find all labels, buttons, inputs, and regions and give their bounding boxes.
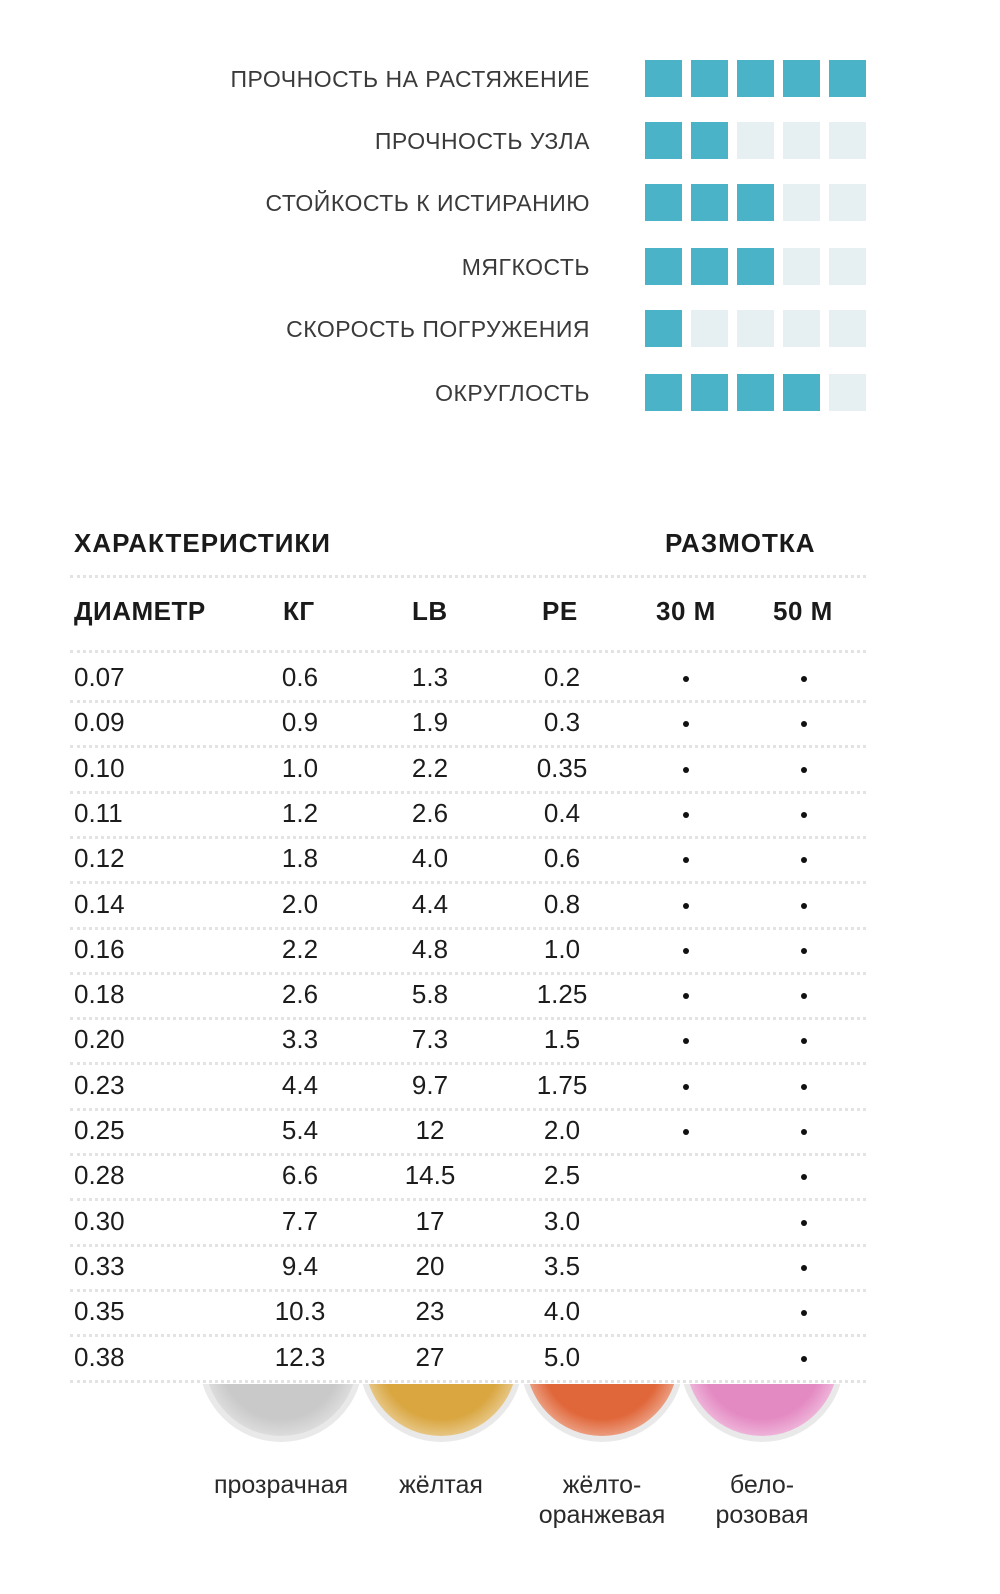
color-swatch — [359, 1384, 523, 1442]
rating-row — [0, 374, 1000, 418]
cell-diameter — [74, 753, 125, 784]
cell-kg-value: 4.4 — [281, 1069, 319, 1100]
cell-kg-value: 1.0 — [281, 752, 319, 783]
cell-kg-value: 2.0 — [281, 888, 319, 919]
cell-pe-value: 1.25 — [536, 979, 588, 1010]
spool-line — [686, 1384, 838, 1436]
cell-pe-value: 1.75 — [536, 1069, 588, 1100]
cell-kg-value: 1.8 — [281, 843, 319, 874]
color-name: прозрачная — [213, 1471, 349, 1499]
availability-dot-30m — [683, 948, 689, 954]
cell-lb-value: 2.2 — [411, 752, 449, 783]
rating-row — [0, 184, 1000, 228]
cell-kg-value: 1.2 — [281, 797, 319, 828]
cell-diameter-value: 0.20 — [74, 1024, 125, 1055]
header-kg: КГ — [283, 596, 315, 626]
rating-square-empty — [829, 122, 866, 159]
rating-square-filled — [737, 60, 774, 97]
table-row — [0, 1109, 1000, 1155]
cell-lb-value: 12 — [415, 1115, 445, 1145]
availability-dot-50m — [801, 767, 807, 773]
rating-meter — [645, 122, 866, 162]
table-row — [0, 1018, 1000, 1064]
cell-pe-value: 0.35 — [536, 752, 588, 783]
rating-square-empty — [737, 122, 774, 159]
table-row — [0, 1200, 1000, 1246]
rating-label: ПРОЧНОСТЬ НА РАСТЯЖЕНИЕ — [230, 66, 590, 92]
availability-dot-50m — [801, 857, 807, 863]
rating-meter — [645, 374, 866, 414]
cell-lb-value: 14.5 — [404, 1160, 456, 1191]
cell-lb-value: 1.3 — [411, 662, 449, 692]
rating-square-empty — [737, 310, 774, 347]
availability-dot-30m — [683, 903, 689, 909]
rating-label: СКОРОСТЬ ПОГРУЖЕНИЯ — [286, 316, 590, 342]
table-row — [0, 1064, 1000, 1110]
cell-kg-value: 9.4 — [281, 1250, 319, 1281]
cell-diameter-value: 0.14 — [74, 888, 125, 919]
cell-kg-value: 0.6 — [281, 662, 319, 692]
cell-pe-value: 4.0 — [543, 1296, 581, 1327]
cell-diameter — [74, 1251, 125, 1282]
cell-diameter — [74, 1115, 125, 1146]
cell-diameter-value: 0.25 — [74, 1115, 125, 1145]
cell-pe-value: 1.0 — [543, 933, 581, 964]
cell-lb-value: 23 — [415, 1296, 445, 1327]
divider — [70, 575, 866, 578]
cell-diameter — [74, 934, 125, 965]
availability-dot-50m — [801, 676, 807, 682]
rating-label: ПРОЧНОСТЬ УЗЛА — [374, 128, 590, 154]
cell-pe-value: 1.5 — [543, 1024, 581, 1055]
table-row — [0, 837, 1000, 883]
cell-diameter-value: 0.38 — [74, 1341, 125, 1372]
cell-lb-value: 1.9 — [411, 707, 449, 738]
cell-diameter — [74, 1342, 125, 1373]
table-row — [0, 883, 1000, 929]
rating-square-empty — [783, 184, 820, 221]
table-row — [0, 1290, 1000, 1336]
availability-dot-50m — [801, 948, 807, 954]
availability-dot-30m — [683, 993, 689, 999]
availability-dot-30m — [683, 721, 689, 727]
spool-line — [365, 1384, 517, 1436]
rating-square-filled — [691, 184, 728, 221]
cell-diameter — [74, 1070, 125, 1101]
cell-kg-value: 6.6 — [281, 1160, 319, 1191]
rating-square-filled — [645, 122, 682, 159]
rating-square-filled — [737, 184, 774, 221]
availability-dot-50m — [801, 721, 807, 727]
rating-square-filled — [783, 374, 820, 411]
cell-diameter-value: 0.18 — [74, 979, 125, 1010]
cell-kg-value: 0.9 — [281, 707, 319, 738]
cell-pe-value: 0.4 — [543, 797, 581, 828]
cell-pe-value: 0.3 — [543, 707, 581, 738]
section-title-characteristics: ХАРАКТЕРИСТИКИ — [74, 528, 331, 558]
rating-square-filled — [645, 374, 682, 411]
table-row — [0, 1245, 1000, 1291]
cell-lb-value: 7.3 — [411, 1024, 449, 1055]
color-options — [0, 1384, 1000, 1594]
rating-square-filled — [691, 374, 728, 411]
cell-pe-value: 3.5 — [543, 1250, 581, 1281]
cell-kg-value: 7.7 — [281, 1205, 319, 1236]
divider — [70, 650, 866, 653]
cell-pe-value: 5.0 — [543, 1341, 581, 1372]
rating-square-filled — [783, 60, 820, 97]
table-row — [0, 747, 1000, 793]
color-name: жёлто- оранжевая — [538, 1471, 666, 1529]
cell-diameter — [74, 889, 125, 920]
cell-lb-value: 4.0 — [411, 843, 449, 874]
availability-dot-30m — [683, 1084, 689, 1090]
color-swatch — [680, 1384, 844, 1442]
rating-square-filled — [645, 60, 682, 97]
rating-square-empty — [829, 310, 866, 347]
table-row — [0, 701, 1000, 747]
rating-square-empty — [829, 248, 866, 285]
cell-diameter — [74, 1024, 125, 1055]
cell-diameter — [74, 979, 125, 1010]
rating-row — [0, 122, 1000, 166]
cell-kg-value: 2.2 — [281, 933, 319, 964]
rating-label: ОКРУГЛОСТЬ — [435, 380, 590, 406]
cell-pe-value: 0.6 — [543, 843, 581, 874]
rating-row — [0, 248, 1000, 292]
rating-square-filled — [691, 248, 728, 285]
rating-square-filled — [645, 310, 682, 347]
cell-kg-value: 5.4 — [281, 1115, 319, 1145]
cell-diameter-value: 0.28 — [74, 1160, 125, 1191]
rating-square-filled — [829, 60, 866, 97]
rating-square-filled — [691, 60, 728, 97]
cell-diameter — [74, 843, 125, 874]
divider — [70, 1380, 866, 1383]
cell-diameter-value: 0.16 — [74, 933, 125, 964]
cell-diameter-value: 0.35 — [74, 1296, 125, 1327]
cell-diameter — [74, 1206, 125, 1237]
cell-lb-value: 4.4 — [411, 888, 449, 919]
section-title-spooling: РАЗМОТКА — [665, 528, 816, 558]
header-30m: 30 М — [656, 596, 716, 626]
rating-square-empty — [829, 374, 866, 411]
rating-square-empty — [783, 122, 820, 159]
rating-meter — [645, 184, 866, 224]
cell-diameter-value: 0.09 — [74, 707, 125, 738]
table-row — [0, 1336, 1000, 1382]
cell-diameter — [74, 798, 123, 829]
cell-diameter — [74, 1160, 125, 1191]
cell-diameter-value: 0.11 — [74, 797, 123, 828]
rating-square-empty — [691, 310, 728, 347]
availability-dot-30m — [683, 767, 689, 773]
availability-dot-50m — [801, 1220, 807, 1226]
table-row — [0, 928, 1000, 974]
rating-square-filled — [737, 374, 774, 411]
cell-kg-value: 2.6 — [281, 979, 319, 1010]
color-swatch — [520, 1384, 684, 1442]
cell-diameter-value: 0.12 — [74, 843, 125, 874]
rating-square-filled — [691, 122, 728, 159]
availability-dot-50m — [801, 993, 807, 999]
cell-pe-value: 2.0 — [543, 1115, 581, 1145]
rating-square-filled — [645, 184, 682, 221]
availability-dot-30m — [683, 812, 689, 818]
rating-meter — [645, 248, 866, 288]
rating-row — [0, 310, 1000, 354]
cell-diameter — [74, 707, 125, 738]
cell-diameter — [74, 1296, 125, 1327]
table-row — [0, 1154, 1000, 1200]
cell-diameter-value: 0.10 — [74, 752, 125, 783]
availability-dot-50m — [801, 903, 807, 909]
cell-pe-value: 3.0 — [543, 1205, 581, 1236]
cell-kg-value: 12.3 — [274, 1341, 326, 1372]
rating-row — [0, 60, 1000, 104]
availability-dot-50m — [801, 1084, 807, 1090]
header-diameter: ДИАМЕТР — [74, 596, 206, 626]
header-pe: PE — [542, 596, 578, 626]
cell-lb-value: 2.6 — [411, 797, 449, 828]
availability-dot-50m — [801, 1038, 807, 1044]
cell-lb-value: 20 — [415, 1250, 445, 1281]
availability-dot-30m — [683, 1038, 689, 1044]
availability-dot-50m — [801, 1356, 807, 1362]
rating-square-empty — [829, 184, 866, 221]
cell-diameter-value: 0.23 — [74, 1069, 125, 1100]
cell-diameter-value: 0.33 — [74, 1250, 125, 1281]
cell-pe-value: 2.5 — [543, 1160, 581, 1191]
availability-dot-50m — [801, 1174, 807, 1180]
cell-lb-value: 5.8 — [411, 979, 449, 1010]
color-swatch — [199, 1384, 363, 1442]
table-row — [0, 656, 1000, 702]
header-50m: 50 М — [773, 596, 833, 626]
header-lb: LB — [412, 596, 448, 626]
cell-pe-value: 0.2 — [543, 662, 581, 692]
rating-square-empty — [783, 248, 820, 285]
cell-diameter — [74, 662, 125, 693]
rating-label: СТОЙКОСТЬ К ИСТИРАНИЮ — [265, 190, 590, 216]
cell-diameter-value: 0.30 — [74, 1205, 125, 1236]
rating-meter — [645, 310, 866, 350]
color-name: жёлтая — [399, 1471, 483, 1499]
table-row — [0, 973, 1000, 1019]
availability-dot-30m — [683, 676, 689, 682]
rating-square-empty — [783, 310, 820, 347]
spool-line — [526, 1384, 678, 1436]
rating-label: МЯГКОСТЬ — [461, 254, 590, 280]
rating-square-filled — [737, 248, 774, 285]
rating-square-filled — [645, 248, 682, 285]
availability-dot-30m — [683, 857, 689, 863]
cell-kg-value: 10.3 — [274, 1296, 326, 1327]
color-name: бело- розовая — [715, 1471, 809, 1529]
availability-dot-30m — [683, 1129, 689, 1135]
availability-dot-50m — [801, 1310, 807, 1316]
cell-lb-value: 17 — [415, 1205, 445, 1236]
cell-pe-value: 0.8 — [543, 888, 581, 919]
cell-lb-value: 9.7 — [411, 1069, 449, 1100]
table-row — [0, 792, 1000, 838]
cell-kg-value: 3.3 — [281, 1024, 319, 1055]
cell-lb-value: 4.8 — [411, 933, 449, 964]
availability-dot-50m — [801, 812, 807, 818]
availability-dot-50m — [801, 1129, 807, 1135]
availability-dot-50m — [801, 1265, 807, 1271]
cell-diameter-value: 0.07 — [74, 662, 125, 692]
spool-line — [205, 1384, 357, 1436]
rating-meter — [645, 60, 866, 100]
cell-lb-value: 27 — [415, 1341, 445, 1372]
